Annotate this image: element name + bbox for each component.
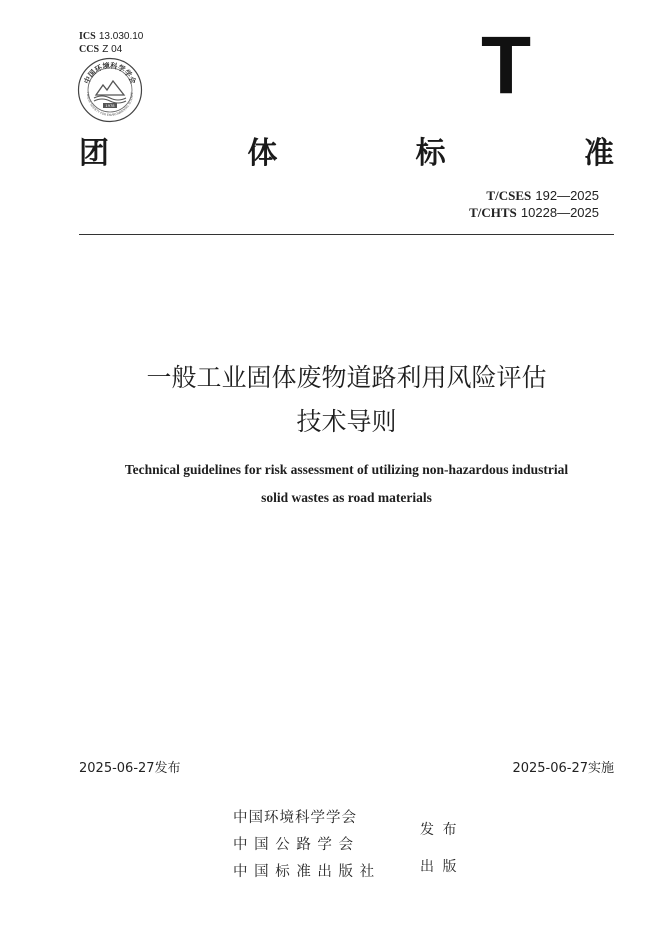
- standard-type-char: 标: [415, 136, 446, 171]
- standard-number-prefix: T/CHTS: [469, 205, 517, 220]
- publisher-org: 中国环境科学学会: [233, 810, 357, 826]
- standard-type-heading: [79, 136, 614, 172]
- svg-text:1978: 1978: [105, 104, 115, 108]
- standard-number-line: [469, 188, 599, 205]
- implementation-date: 2025-06-27实施: [512, 761, 614, 776]
- standard-letter-logo: T: [480, 20, 532, 111]
- standard-number-prefix: T/CSES: [486, 188, 532, 203]
- ccs-label: CCS: [79, 44, 100, 55]
- standard-type-char: 团: [79, 136, 109, 171]
- title-en-line-2: solid wastes as road materials: [261, 490, 432, 505]
- ics-code: 13.030.10: [98, 31, 144, 42]
- title-zh-line-2: 技术导则: [296, 407, 397, 436]
- publisher-role-publish: 出 版: [420, 859, 459, 875]
- ccs-line: [79, 43, 143, 56]
- publisher-list: [233, 805, 375, 886]
- standard-number-line: [469, 205, 599, 222]
- ccs-code: Z 04: [102, 44, 123, 55]
- standard-number-value: 192—2025: [535, 188, 599, 203]
- standard-type-char: 体: [247, 136, 278, 171]
- svg-text:中国环境科学学会: 中国环境科学学会: [82, 60, 138, 86]
- ics-line: [79, 30, 143, 43]
- publisher-org: 中 国 公 路 学 会: [233, 837, 355, 853]
- standard-number-value: 10228—2025: [520, 205, 599, 220]
- standard-type-char: 准: [583, 136, 614, 171]
- title-en-line-1: Technical guidelines for risk assessment of utilizing non-hazardous industrial: [124, 462, 569, 477]
- title-zh-line-1: 一般工业固体废物道路利用风险评估: [146, 363, 547, 392]
- header-divider: [79, 234, 614, 235]
- svg-text:CHINESE SOCIETY FOR ENVIRONMEN: HINESE SOCIETY FOR ENVIRONMENTAL SCIENCE: [85, 92, 135, 118]
- classification-codes: [79, 30, 143, 56]
- publisher-role-issue: 发 布: [420, 822, 459, 838]
- society-seal-logo: [77, 57, 143, 123]
- issue-date: 2025-06-27发布: [79, 761, 181, 776]
- publisher-org: 中 国 标 准 出 版 社: [233, 864, 376, 880]
- ics-label: ICS: [79, 31, 96, 42]
- standard-numbers: [469, 188, 599, 222]
